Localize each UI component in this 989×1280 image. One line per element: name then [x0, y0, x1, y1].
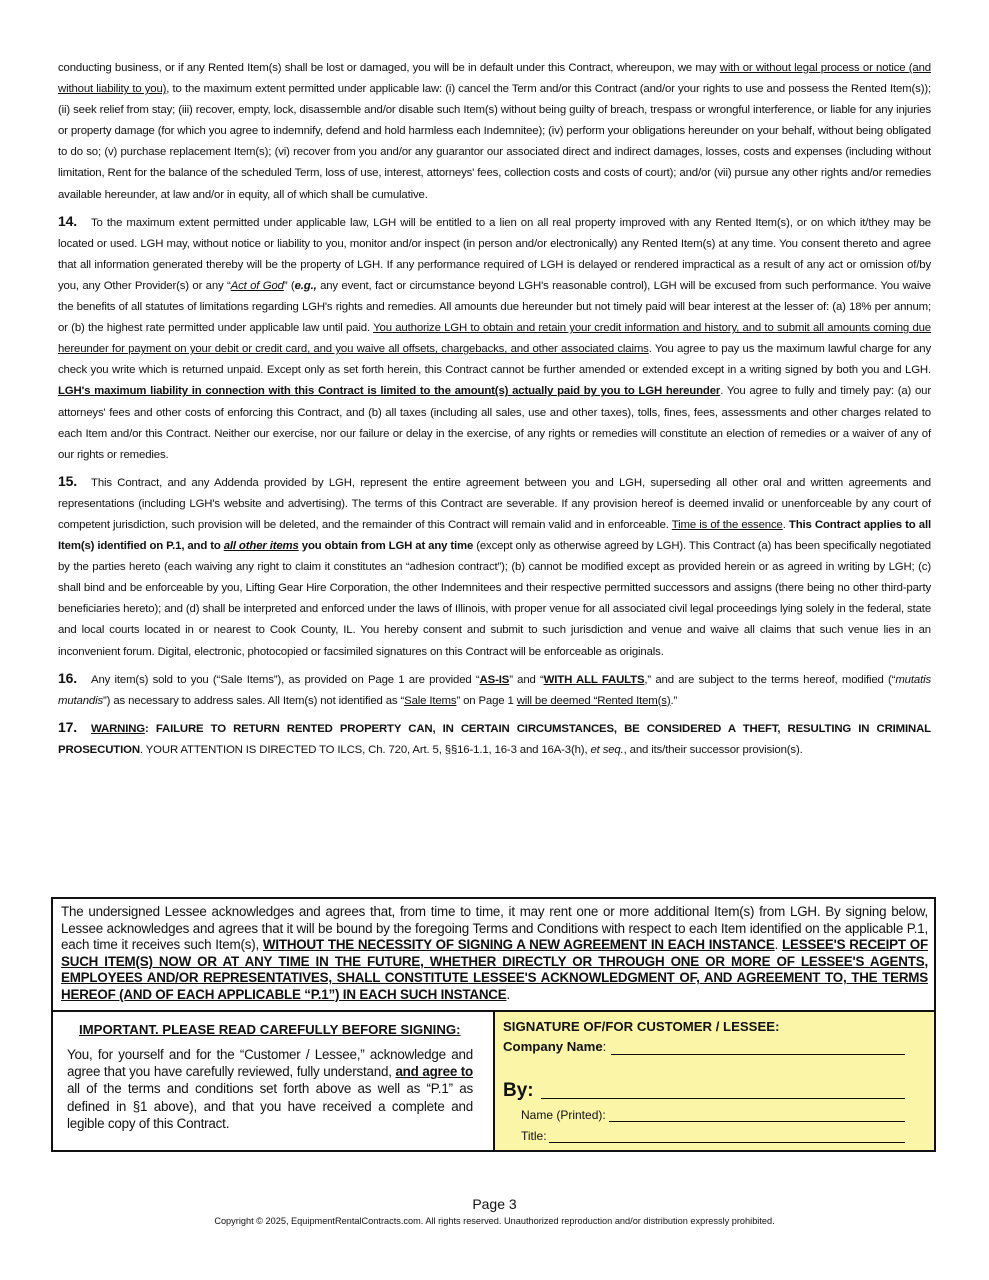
company-name-field[interactable]	[611, 1054, 905, 1055]
text: ” (	[283, 279, 295, 292]
text: .	[506, 986, 511, 1002]
no-new-agreement-clause: WITHOUT THE NECESSITY OF SIGNING A NEW AGREEMENT IN EACH INSTANCE	[262, 937, 775, 953]
warning-label: WARNING	[91, 722, 146, 735]
et-seq: et seq.	[590, 743, 624, 756]
paragraph-15	[58, 471, 931, 663]
page-number: Page 3	[472, 1196, 517, 1212]
and-agree-to: and agree to	[395, 1064, 473, 1080]
terms-body	[58, 58, 931, 766]
text: .”	[670, 694, 678, 707]
text: ,” and are subject to the terms hereof, modified (“	[644, 673, 896, 686]
label-text: Company Name	[503, 1039, 603, 1054]
paragraph-14	[58, 211, 931, 466]
section-number: 14.	[58, 212, 78, 229]
time-of-essence: Time is of the essence	[671, 518, 783, 531]
name-printed-field[interactable]	[609, 1121, 905, 1122]
receipt-constitutes-agreement-clause: LESSEE'S RECEIPT OF SUCH ITEM(S) NOW OR AT ANY TIME IN THE FUTURE, WHETHER DIRECTLY OR THROUGH ONE OR MORE OF LESSEE'S AGENTS, EMPLOYEES AND/OR REPRESENTATIVES, SHALL CONSTITUTE LESSEE'S ACKNOWLEDGMENT OF, AND AGREEMENT TO, THE TERMS HEREOF (AND OF EACH APPLICABLE “P.1”) IN EACH SUCH INSTANCE	[61, 937, 928, 1002]
mutatis-mutandis: mutatis mutandis	[58, 673, 932, 707]
act-of-god-term: Act of God	[230, 279, 284, 292]
copyright-notice: Copyright © 2025, EquipmentRentalContracts.com. All rights reserved. Unauthorized reproduction and/or distribution expressly prohibited.	[214, 1216, 775, 1226]
paragraph-13-continued	[58, 58, 931, 206]
by-label: By:	[503, 1080, 534, 1101]
underlined-text: with or without legal process or notice (and without liability to you)	[58, 62, 931, 96]
text: You, for yourself and for the “Customer / Lessee,” acknowledge and agree that you have carefully reviewed, fully understand,	[67, 1047, 473, 1080]
bold-clause: This Contract applies to all Item(s) identified on P.1, and to	[58, 518, 931, 553]
section-number: 16.	[58, 669, 78, 686]
acknowledgment-box	[51, 897, 936, 1152]
all-other-items: all other items	[223, 540, 299, 553]
text: any event, fact or circumstance beyond LGH's reasonable control), LGH will be excused from such performance. You waive the benefits of all statutes of limitations regarding LGH's rights and remedies. All amounts due hereunder but not timely paid will bear interest at the lesser of: (a) 18% per annum; or (b) the highest rate permitted under applicable law until paid.	[58, 279, 931, 335]
text: ” on Page 1	[456, 694, 517, 707]
text: The undersigned Lessee acknowledges and agrees that, from time to time, it may rent one or more additional Item(s) from LGH. By signing below, Lessee acknowledges and agrees that it will be bound by the foregoing Terms and Conditions with respect to each Item identified on the applicable P.1, each time it receives such Item(s),	[61, 904, 928, 953]
bold-clause: you obtain from LGH at any time	[298, 540, 474, 553]
as-is-term: AS-IS	[479, 673, 510, 686]
text: . You agree to fully and timely pay: (a) our attorneys' fees and other costs of enforcing this Contract, and (b) all taxes (including all sales, use and other taxes), tolls, fines, fees, assessments and other charges related to each Item and/or this Contract. Neither our exercise, nor our failure or delay in the exercise, of any rights or remedies will constitute an election of remedies or a waiver of any of our rights or remedies.	[58, 385, 931, 461]
liability-limit-clause: LGH's maximum liability in connection with this Contract is limited to the amount(s) actually paid by you to LGH hereunder	[58, 385, 721, 398]
heading-colon: :	[456, 1022, 461, 1037]
text: ”) as necessary to address sales. All Item(s) not identified as “	[103, 694, 405, 707]
title-label: Title:	[521, 1129, 547, 1143]
paragraph-17	[58, 717, 931, 761]
text: , to the maximum extent permitted under applicable law: (i) cancel the Term and/or this Contract (and/or your rights to use and possess the Rented Item(s)); (ii) seek relief from stay; (iii) recover, empty, lock, disassemble and/or disable such Item(s) without being guilty of breach, trespass or wrongful interference, or liable for any injuries or property damage (for which you agree to indemnify, defend and hold harmless each Indemnitee); (iv) perform your obligations hereunder on your behalf, without being obligated to do so; (v) purchase replacement Item(s); (vi) recover from you and/or any guarantor our associated direct and indirect damages, losses, costs and expenses (including without limitation, Rent for the balance of the scheduled Term, loss of use, interest, attorneys' fees, collection costs and costs of court); and/or (vii) pursue any other rights and/or remedies available hereunder, at law and/or in equity, all of which shall be cumulative.	[58, 83, 931, 201]
title-field[interactable]	[549, 1142, 905, 1143]
important-heading	[79, 1022, 461, 1037]
credit-authorization-clause: You authorize LGH to obtain and retain your credit information and history, and to submit all amounts coming due hereunder for payment on your debit or credit card, and you waive all offsets, chargebacks, and other associated claims	[58, 322, 931, 356]
text: conducting business, or if any Rented Item(s) shall be lost or damaged, you will be in default under this Contract, whereupon, we may	[58, 62, 720, 74]
company-name-label	[503, 1039, 606, 1054]
sale-items-term: Sale Items	[404, 694, 457, 707]
text: . You agree to pay us the maximum lawful charge for any check you write which is returned unpaid. Except only as set forth herein, this Contract cannot be further amended or extended except in a writing signed by both you and LGH.	[58, 343, 931, 377]
text: all of the terms and conditions set forth above as well as “P.1” as defined in §1 above), and that you have received a complete and legible copy of this Contract.	[67, 1081, 473, 1131]
section-number: 17.	[58, 718, 78, 735]
label-colon: :	[602, 1039, 607, 1054]
signature-field[interactable]	[541, 1098, 905, 1099]
with-all-faults-term: WITH ALL FAULTS	[543, 673, 645, 686]
acknowledgment-text	[61, 904, 928, 1004]
signature-heading: SIGNATURE OF/FOR CUSTOMER / LESSEE:	[503, 1019, 780, 1034]
rented-items-term: will be deemed “Rented Item(s)	[516, 694, 671, 707]
important-text	[67, 1046, 473, 1132]
text: (except only as otherwise agreed by LGH). This Contract (a) has been specifically negotiated by the parties hereto (each waiving any right to claim it constitutes an “adhesion contract”); (b) cannot be modified except as provided herein or as agreed in writing by LGH; (c) shall bind and be enforceable by you, Lifting Gear Hire Corporation, the other Indemnitees and their respective permitted successors and assigns (there being no other third-party beneficiaries hereto); and (d) shall be interpreted and enforced under the laws of Illinois, with proper venue for all associated civil legal proceedings lying solely in the federal, state and local courts located in or nearest to Cook County, IL. You hereby consent and submit to such jurisdiction and venue and waive all claims that such venue lies in an inconvenient forum. Digital, electronic, photocopied or facsimiled signatures on this Contract will be enforceable as originals.	[58, 540, 931, 658]
name-printed-label: Name (Printed):	[521, 1108, 606, 1122]
text: .	[782, 518, 789, 531]
section-number: 15.	[58, 472, 78, 489]
paragraph-16	[58, 668, 931, 712]
eg-term: e.g.,	[294, 279, 317, 292]
text: To the maximum extent permitted under applicable law, LGH will be entitled to a lien on all real property improved with any Rented Item(s), or on which it/they may be located or used. LGH may, without notice or liability to you, monitor and/or inspect (in person and/or electronically) any Rented Item(s) at any time. You consent thereto and agree that all information generated thereby will be the property of LGH. If any performance required of LGH is delayed or rendered impractical as a result of any act or omission of/by you, any Other Provider(s) or any “	[58, 216, 931, 292]
important-notice-cell	[53, 1012, 493, 1150]
warning-text: : FAILURE TO RETURN RENTED PROPERTY CAN, IN CERTAIN CIRCUMSTANCES, BE CONSIDERED A THEFT, RESULTING IN CRIMINAL PROSECUTION	[58, 722, 931, 756]
text: This Contract, and any Addenda provided by LGH, represent the entire agreement between you and LGH, superseding all other oral and written agreements and representations (including LGH's website and advertising). The terms of this Contract are severable. If any provision hereof is deemed invalid or unenforceable by any court of competent jurisdiction, such provision will be deleted, and the remainder of this Contract will remain valid and in enforceable.	[58, 476, 931, 531]
signature-cell	[493, 1012, 934, 1150]
text: .	[774, 937, 783, 953]
text: Any item(s) sold to you (“Sale Items”), as provided on Page 1 are provided “	[91, 673, 480, 686]
text: , and its/their successor provision(s).	[623, 743, 803, 756]
text: . YOUR ATTENTION IS DIRECTED TO ILCS, Ch. 720, Art. 5, §§16-1.1, 16-3 and 16A-3(h),	[139, 743, 591, 756]
heading-text: IMPORTANT. PLEASE READ CAREFULLY BEFORE SIGNING	[79, 1022, 457, 1037]
text: ” and “	[509, 673, 544, 686]
